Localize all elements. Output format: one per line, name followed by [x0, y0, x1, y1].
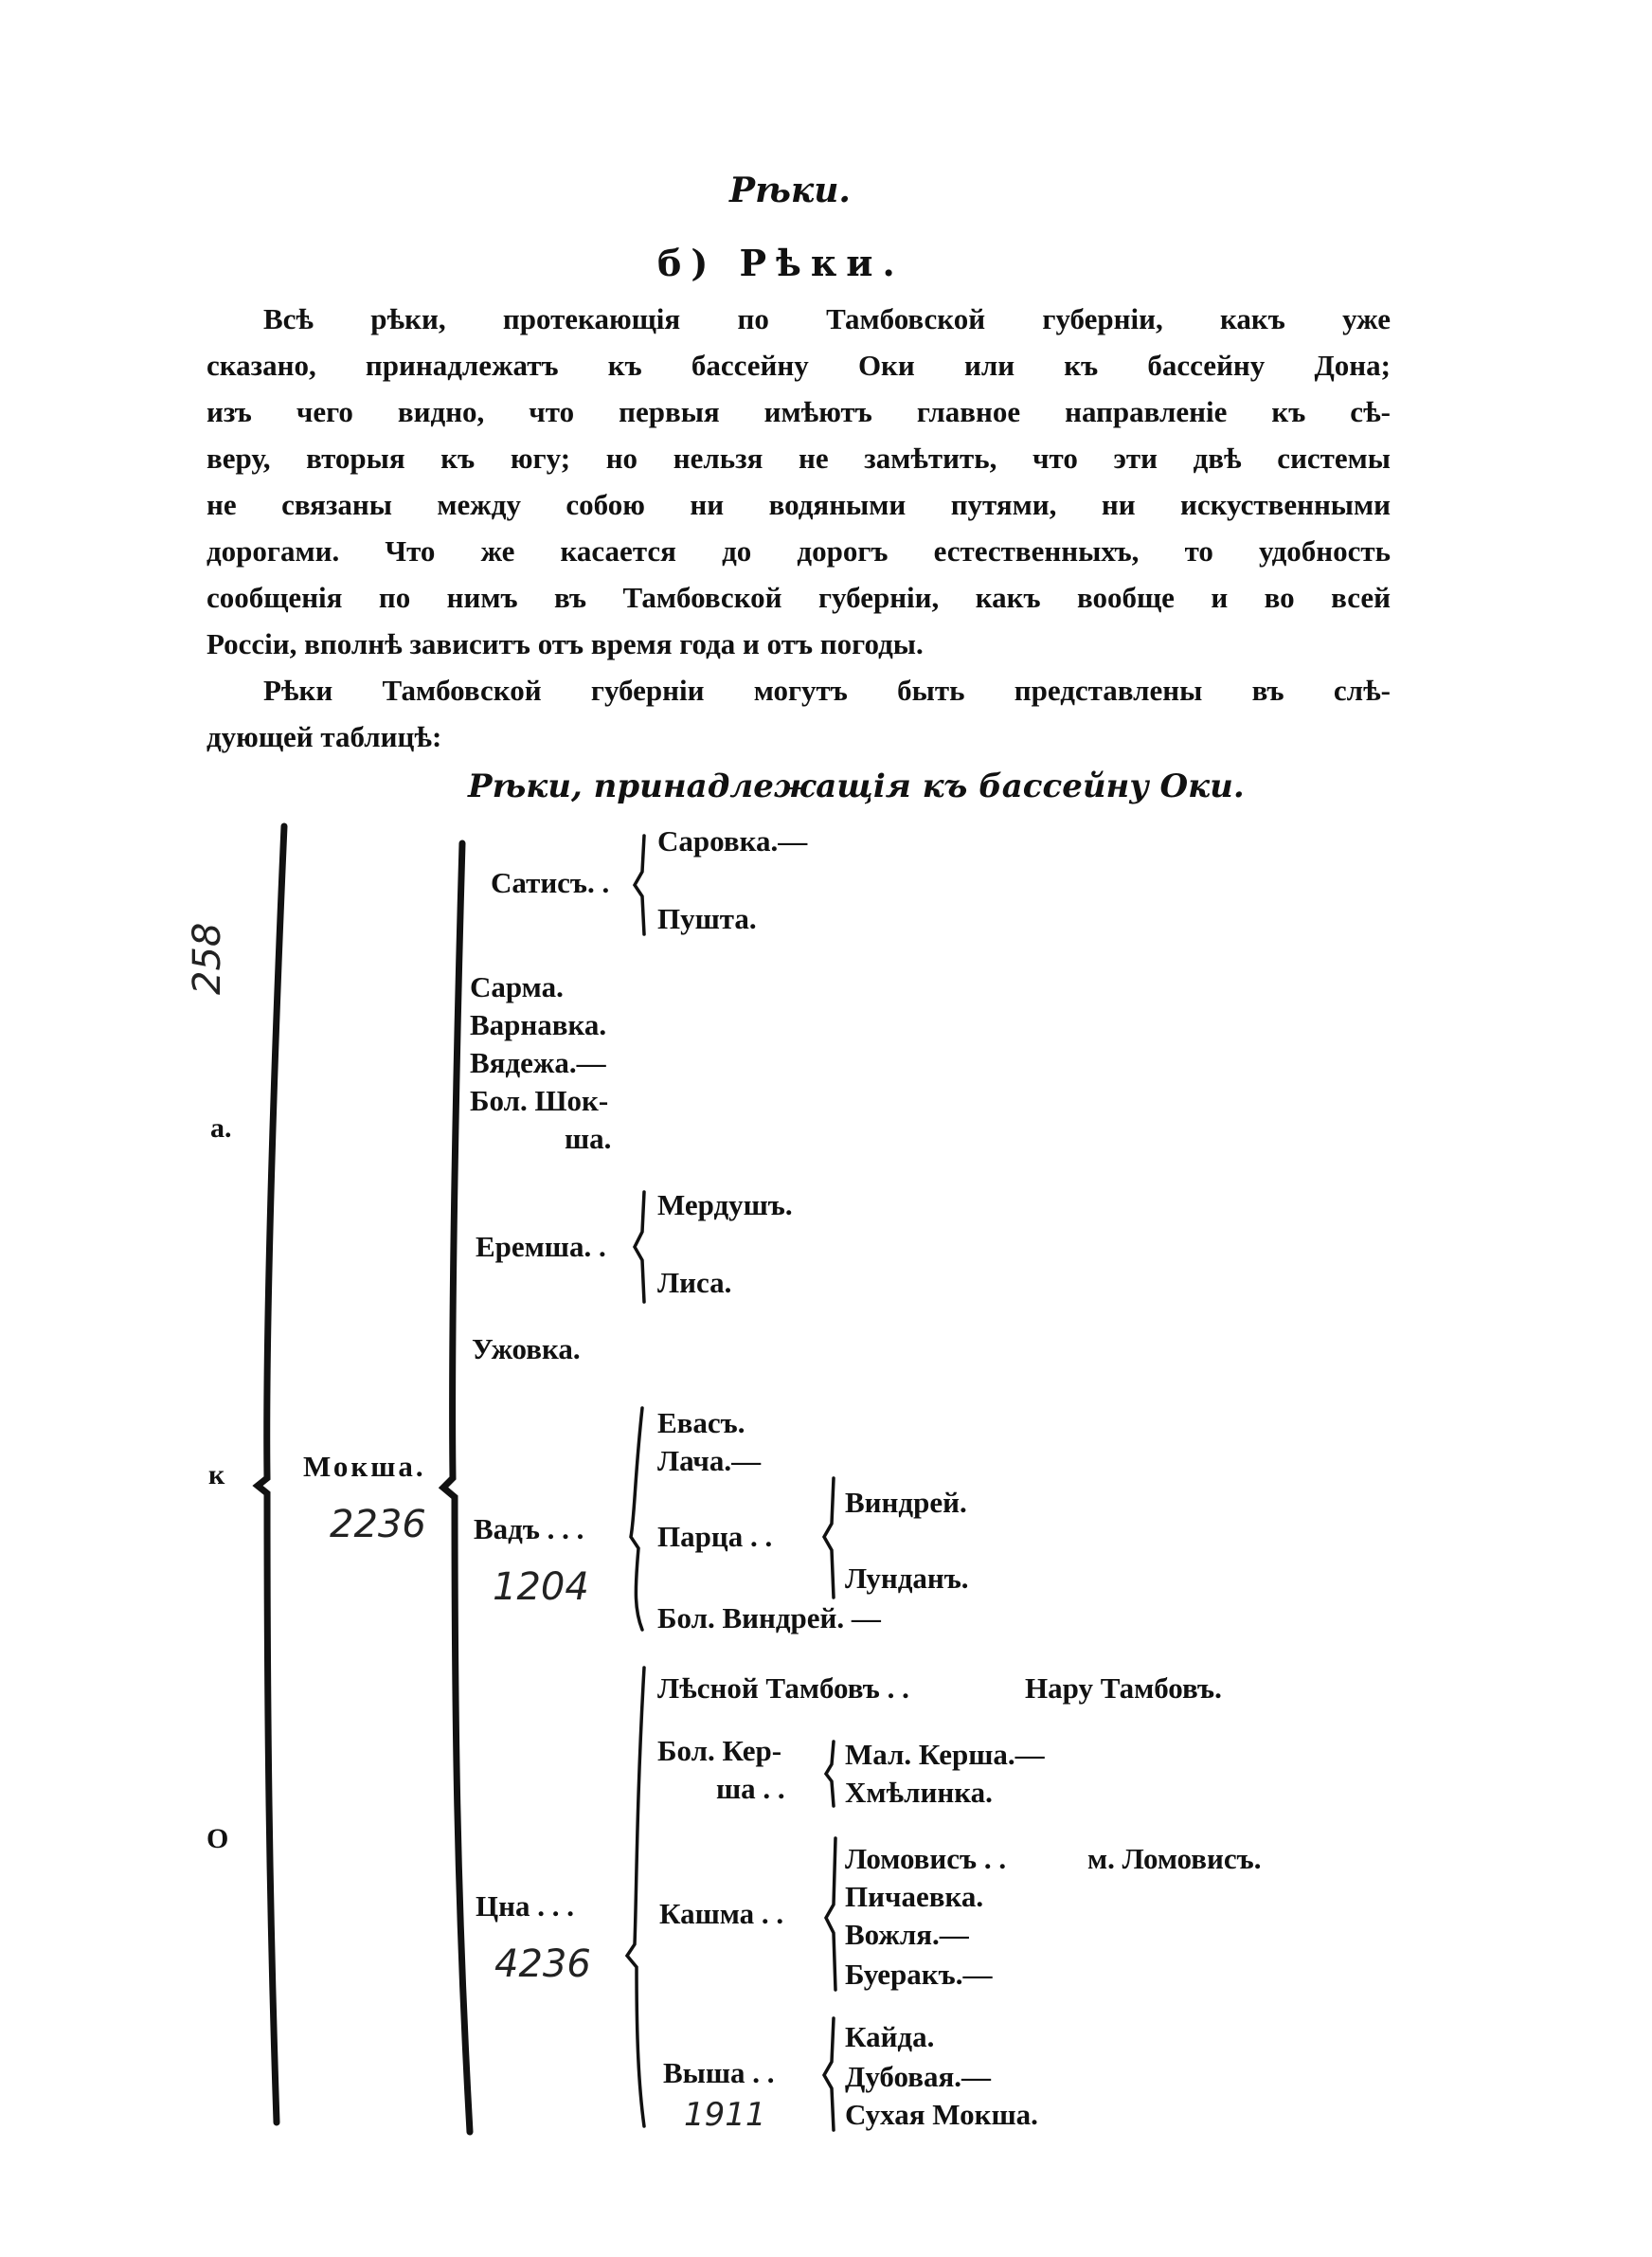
tsna-sub-bol-kersha: Бол. Кер-	[657, 1734, 782, 1767]
side-label-k: к	[208, 1459, 225, 1490]
vad-note: 1204	[493, 1565, 589, 1609]
paragraph-line: веру, вторыя къ югу; но нельзя не замѣтить, что эти двѣ системы	[206, 442, 1391, 475]
kashma-sub-vozhlya: Вожля.—	[845, 1918, 969, 1951]
tsna-note: 4236	[494, 1942, 591, 1986]
tsna-sub-bol-kersha-cont: ша . .	[716, 1772, 785, 1805]
vad-sub-evas: Евасъ.	[657, 1406, 745, 1439]
kersha-brace	[826, 1742, 834, 1806]
satis-brace	[635, 836, 644, 934]
moksha-note: 2236	[330, 1503, 426, 1546]
tsna-sub-naru-tambov: Нару Тамбовъ.	[1025, 1671, 1222, 1705]
vad-sub-bol-vindrey: Бол. Виндрей. —	[657, 1601, 881, 1634]
paragraph-line: Всѣ рѣки, протекающія по Тамбовской губерніи, какъ уже	[263, 302, 1391, 335]
kashma-sub-buerak: Буеракъ.—	[845, 1958, 993, 1991]
tributary-uzhovka: Ужовка.	[472, 1332, 581, 1365]
tributary-bol-shoksha: Бол. Шок-	[470, 1084, 609, 1117]
handwritten-margin-note: 258	[186, 922, 229, 995]
oka-brace	[258, 826, 284, 2122]
vysha-sub-sukhaya-moksha: Сухая Мокша.	[845, 2098, 1038, 2131]
running-header: Рѣки.	[729, 171, 851, 210]
paragraph-line: Рѣки Тамбовской губерніи могутъ быть представлены въ слѣ-	[263, 674, 1391, 707]
side-label-o: О	[206, 1823, 229, 1854]
partsa-sub-vindrey: Виндрей.	[845, 1486, 967, 1519]
vysha-sub-dubovaya: Дубовая.—	[845, 2060, 992, 2093]
eremsha-brace	[635, 1192, 644, 1302]
paragraph-line: дующей таблицѣ:	[206, 720, 442, 753]
kashma-sub-pichaevka: Пичаевка.	[845, 1880, 984, 1913]
vad-brace	[631, 1408, 642, 1630]
eremsha-sub-lisa: Лиса.	[657, 1266, 732, 1299]
partsa-sub-lundan: Лунданъ.	[845, 1562, 969, 1595]
paragraph-line: изъ чего видно, что первыя имѣютъ главное направленіе къ сѣ-	[206, 395, 1391, 428]
side-label-a: а.	[210, 1112, 232, 1144]
tributary-bol-shoksha-cont: ша.	[565, 1122, 612, 1155]
eremsha-sub-merdush: Мердушъ.	[657, 1188, 793, 1221]
kersha-sub-mal-kersha: Мал. Керша.—	[845, 1738, 1045, 1771]
tributary-satis: Сатисъ. .	[491, 866, 610, 899]
paragraph-line: дорогами. Что же касается до дорогъ естественныхъ, то удобность	[206, 534, 1391, 568]
vysha-brace	[824, 2018, 834, 2130]
tributary-sarma: Сарма.	[470, 970, 564, 1003]
paragraph-line: сообщенія по нимъ въ Тамбовской губерніи, какъ вообще и во всей	[206, 581, 1391, 614]
satis-sub-pushta: Пушта.	[657, 902, 757, 935]
paragraph-line: Россіи, вполнѣ зависитъ отъ время года и отъ погоды.	[206, 627, 924, 660]
vad-sub-lacha: Лача.—	[657, 1444, 762, 1477]
tributary-vad: Вадъ . . .	[474, 1512, 584, 1545]
tsna-sub-kashma: Кашма . .	[659, 1897, 784, 1930]
main-river-moksha: Мокша.	[303, 1450, 426, 1483]
kersha-sub-khmelinka: Хмѣлинка.	[845, 1776, 993, 1809]
vad-sub-partsa: Парца . .	[657, 1520, 773, 1553]
kashma-brace	[826, 1838, 835, 1990]
partsa-brace	[824, 1478, 834, 1598]
tsna-sub-lesnoy-tambov: Лѣсной Тамбовъ . .	[657, 1671, 909, 1705]
tributary-varnavka: Варнавка.	[470, 1008, 607, 1041]
kashma-sub-m-lomovis: м. Ломовисъ.	[1087, 1842, 1262, 1875]
tributary-vyadezha: Вядежа.—	[470, 1046, 606, 1079]
paragraph-line: сказано, принадлежатъ къ бассейну Оки или къ бассейну Дона;	[206, 349, 1391, 382]
tributary-eremsha: Еремша. .	[476, 1230, 606, 1263]
tsna-sub-vysha: Выша . .	[663, 2056, 775, 2089]
paragraph-line: не связаны между собою ни водяными путями, ни искуственными	[206, 488, 1391, 521]
tsna-brace	[627, 1668, 644, 2126]
satis-sub-sarovka: Саровка.—	[657, 824, 808, 858]
table-caption: Рѣки, принадлежащія къ бассейну Оки.	[468, 767, 1245, 805]
vysha-sub-kayda: Кайда.	[845, 2020, 935, 2053]
kashma-sub-lomovis: Ломовисъ . .	[845, 1842, 1007, 1875]
tributary-tsna: Цна . . .	[476, 1889, 574, 1923]
moksha-brace	[443, 843, 470, 2132]
section-title: б) Рѣки.	[657, 242, 905, 284]
vysha-note: 1911	[684, 2096, 766, 2134]
